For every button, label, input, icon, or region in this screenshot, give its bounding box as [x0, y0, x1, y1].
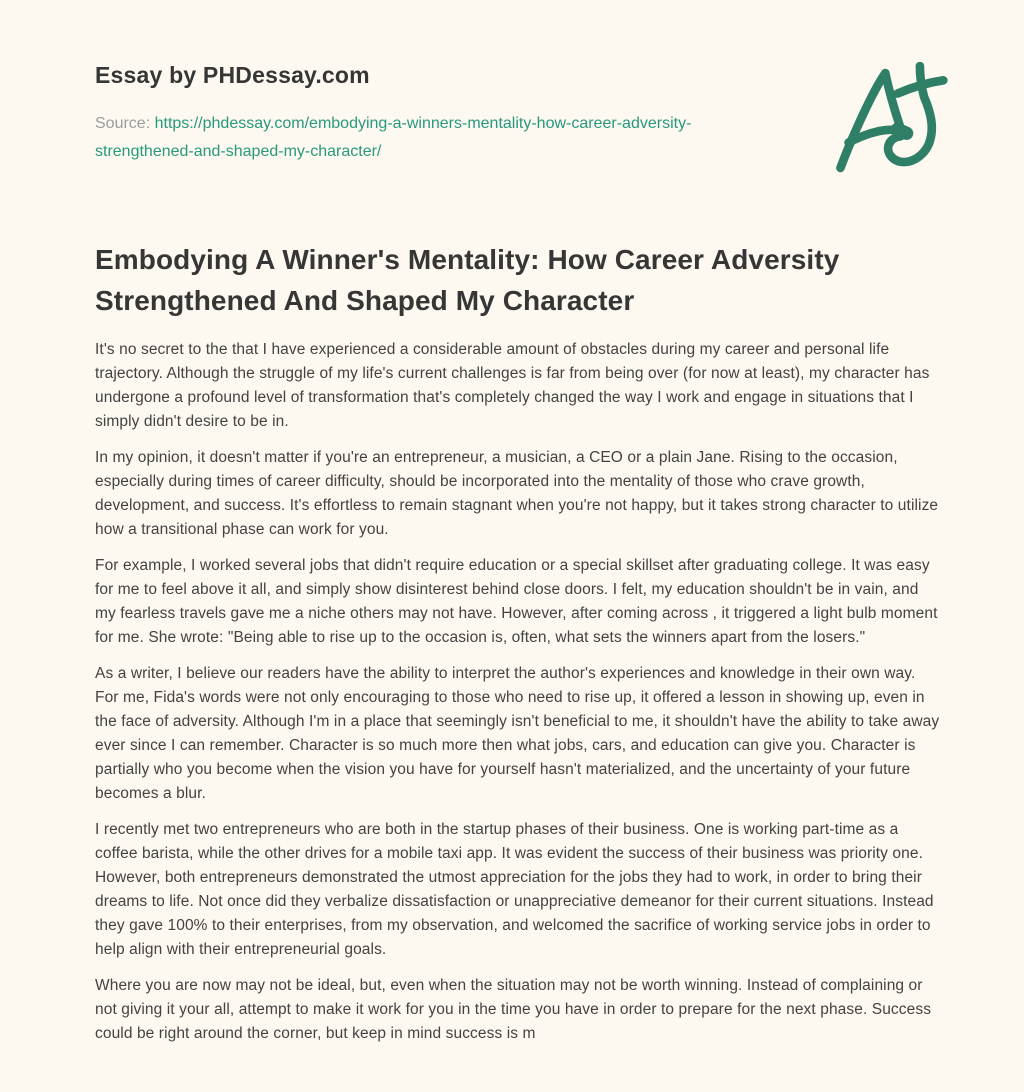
essay-paragraph: As a writer, I believe our readers have the ability to interpret the author's experiences and knowledge in their own way. For me, Fida's words were not only encouraging to those who need to rise up, it offered a lesson in showing up, even in the face of adversity. Although I'm in a place that seemingly isn't beneficial to me, it shouldn't have the ability to take away ever since I can remember. Character is so much more then what jobs, cars, and education can give you. Character is partially who you become when the vision you have for yourself hasn't materialized, and the uncertainty of your future becomes a blur. [95, 665, 940, 802]
page-header [95, 62, 940, 166]
source-line [95, 110, 760, 166]
page-title: Essay by PHDessay.com [95, 62, 370, 88]
essay-title: Embodying A Winner's Mentality: How Career Adversity Strengthened And Shaped My Character [95, 244, 840, 316]
phdessay-logo [834, 62, 962, 174]
source-link[interactable]: https://phdessay.com/embodying-a-winners-mentality-how-career-adversity-strengthened-and-shaped-my-character/ [95, 115, 692, 160]
a-plus-logo-icon [834, 62, 962, 174]
essay-paragraph: Where you are now may not be ideal, but, even when the situation may not be worth winning. Instead of complaining or not giving it your all, attempt to make it work for you in the time you have in order to prepare for the next phase. Success could be right around the corner, but keep in mind success is m [95, 977, 932, 1042]
essay-paragraph: It's no secret to the that I have experienced a considerable amount of obstacles during my career and personal life trajectory. Although the struggle of my life's current challenges is far from being over (for now at least), my character has undergone a profound level of transformation that's completely changed the way I work and engage in situations that I simply didn't desire to be in. [95, 341, 930, 430]
source-label: Source: [95, 115, 151, 132]
essay-paragraph: In my opinion, it doesn't matter if you're an entrepreneur, a musician, a CEO or a plain Jane. Rising to the occasion, especially during times of career difficulty, should be incorporated into the mentality of those who crave growth, development, and success. It's effortless to remain stagnant when you're not happy, but it takes strong character to utilize how a transitional phase can work for you. [95, 449, 939, 538]
essay-paragraph: For example, I worked several jobs that didn't require education or a special skillset after graduating college. It was easy for me to feel above it all, and simply show disinterest behind close doors. I felt, my education shouldn't be in vain, and my fearless travels gave me a niche others may not have. However, after coming across , it triggered a light bulb moment for me. She wrote: "Being able to rise up to the occasion is, often, what sets the winners apart from the losers." [95, 557, 938, 646]
essay-body [95, 338, 940, 1046]
essay-paragraph: I recently met two entrepreneurs who are both in the startup phases of their business. One is working part-time as a coffee barista, while the other drives for a mobile taxi app. It was evident the success of their business was priority one. However, both entrepreneurs demonstrated the utmost appreciation for the jobs they had to work, in order to bring their dreams to life. Not once did they verbalize dissatisfaction or unappreciative demeanor for their current situations. Instead they gave 100% to their enterprises, from my observation, and welcomed the sacrifice of working service jobs in order to help align with their entrepreneurial goals. [95, 821, 934, 958]
